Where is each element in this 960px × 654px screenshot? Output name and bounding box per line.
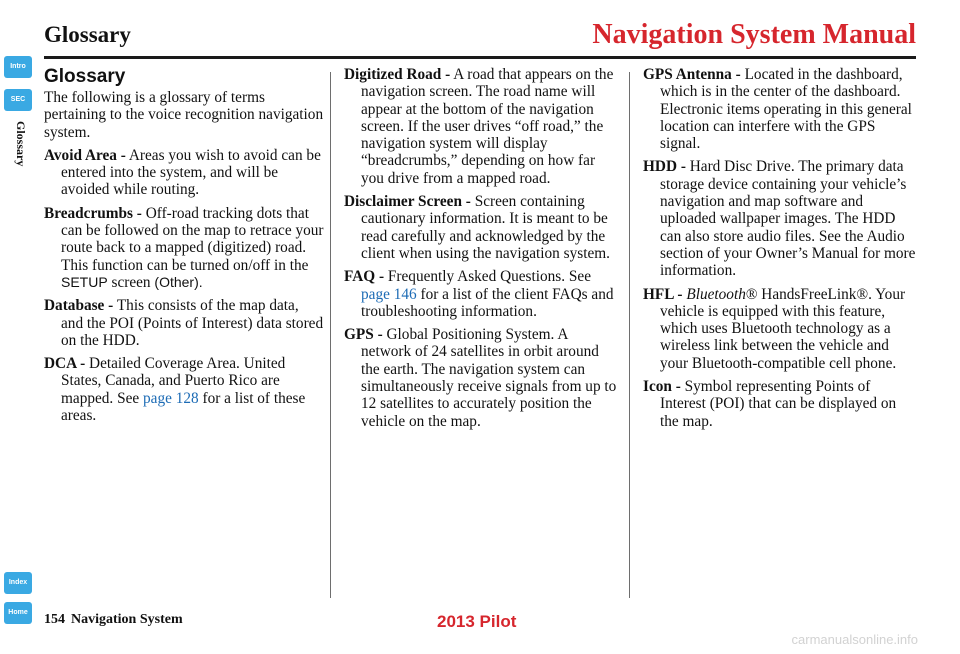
- column-3: [643, 66, 918, 436]
- model-year-label: 2013 Pilot: [437, 612, 517, 631]
- column-divider: [629, 72, 630, 598]
- vertical-section-label: Glossary: [14, 121, 28, 167]
- column-divider: [330, 72, 331, 598]
- glossary-entry-dca: [44, 355, 324, 424]
- column-1: [44, 66, 324, 430]
- definition-cont: for a list of these areas.: [61, 389, 306, 425]
- index-tab-button[interactable]: Index: [4, 572, 32, 594]
- definition: Screen containing cautionary information. It is meant to be read carefully and acknowledged by the client when using the navigation system.: [361, 193, 610, 262]
- glossary-entry-digitized-road: [344, 66, 619, 187]
- definition: A road that appears on the navigation screen. The road name will appear at the bottom of the navigation screen. If the user drives “off road,” the navigation system will display “breadcrumbs,” depending on how far you drive from a mapped road.: [361, 66, 614, 187]
- definition: Areas you wish to avoid can be entered into the system, and will be avoided while routing.: [61, 146, 321, 199]
- definition: Symbol representing Points of Interest (POI) that can be displayed on the map.: [660, 378, 897, 430]
- term: DCA -: [44, 355, 86, 373]
- glossary-entry-gps: [344, 326, 619, 430]
- term: HDD -: [643, 158, 686, 176]
- definition-cont: for a list of the client FAQs and troubleshooting information.: [361, 285, 614, 320]
- term: Digitized Road -: [344, 66, 451, 83]
- footer-label: Navigation System: [71, 612, 183, 627]
- intro-tab-button[interactable]: Intro: [4, 56, 32, 78]
- bluetooth-brand: Bluetooth: [686, 285, 746, 303]
- glossary-entry-gps-antenna: [643, 66, 918, 152]
- term: GPS Antenna -: [643, 66, 741, 83]
- page-link[interactable]: page 146: [361, 285, 417, 303]
- section-tab-button[interactable]: SEC: [4, 89, 32, 111]
- column-2: [344, 66, 619, 436]
- glossary-entry-breadcrumbs: [44, 205, 324, 291]
- glossary-entry-hdd: [643, 158, 918, 279]
- term: GPS -: [344, 326, 383, 344]
- glossary-entry-avoid-area: [44, 147, 324, 199]
- definition: Hard Disc Drive. The primary data storage device containing your vehicle’s navigation and map software and uploaded wallpaper images. The HDD can also store audio files. See the Audio section of your Owner’s Manual for more information.: [660, 158, 916, 280]
- glossary-entry-faq: [344, 268, 619, 320]
- term: Breadcrumbs -: [44, 204, 142, 222]
- definition: Off-road tracking dots that can be followed on the map to retrace your route back to a mapped (digitized) road. This function can be turned on/off in the: [61, 204, 324, 274]
- definition: Located in the dashboard, which is in the center of the dashboard. Electronic items operating in this general location can interfere with the GPS signal.: [660, 66, 912, 153]
- definition: This consists of the map data, and the POI (Points of Interest) data stored on the HDD.: [61, 297, 324, 349]
- other-menu-label: (Other).: [154, 273, 203, 290]
- term: Disclaimer Screen -: [344, 193, 471, 211]
- term: FAQ -: [344, 268, 385, 286]
- header-manual-title: Navigation System Manual: [592, 19, 916, 50]
- glossary-entry-database: [44, 297, 324, 349]
- term: Database -: [44, 297, 114, 315]
- home-tab-button[interactable]: Home: [4, 602, 32, 624]
- page-number: 154: [44, 612, 65, 627]
- setup-menu-label: SETUP: [61, 273, 108, 290]
- header-rule: [44, 56, 916, 59]
- page-link[interactable]: page 128: [143, 389, 199, 407]
- definition: Frequently Asked Questions. See: [387, 268, 591, 286]
- term: Icon -: [643, 378, 681, 396]
- watermark: carmanualsonline.info: [791, 632, 918, 647]
- page-title: Glossary: [44, 66, 126, 87]
- term: Avoid Area -: [44, 146, 126, 164]
- definition: Global Positioning System. A network of 24 satellites in orbit around the earth. The navigation system can simultaneously receive signals from up to 12 satellites to accurately position the vehicle on the map.: [361, 326, 617, 430]
- glossary-entry-disclaimer-screen: [344, 193, 619, 262]
- term: HFL -: [643, 285, 683, 303]
- footer: [44, 612, 183, 628]
- definition-cont: screen: [111, 273, 151, 291]
- definition: ® HandsFreeLink®. Your vehicle is equipped with this feature, which uses Bluetooth technology as a wireless link between the vehicle and your Bluetooth-compatible cell phone.: [660, 285, 906, 372]
- definition: Detailed Coverage Area. United States, Canada, and Puerto Rico are mapped. See: [61, 355, 286, 407]
- intro-paragraph: The following is a glossary of terms pertaining to the voice recognition navigation system.: [44, 89, 324, 141]
- header-section-title: Glossary: [44, 22, 131, 47]
- glossary-entry-icon: [643, 378, 918, 430]
- glossary-entry-hfl: [643, 286, 918, 372]
